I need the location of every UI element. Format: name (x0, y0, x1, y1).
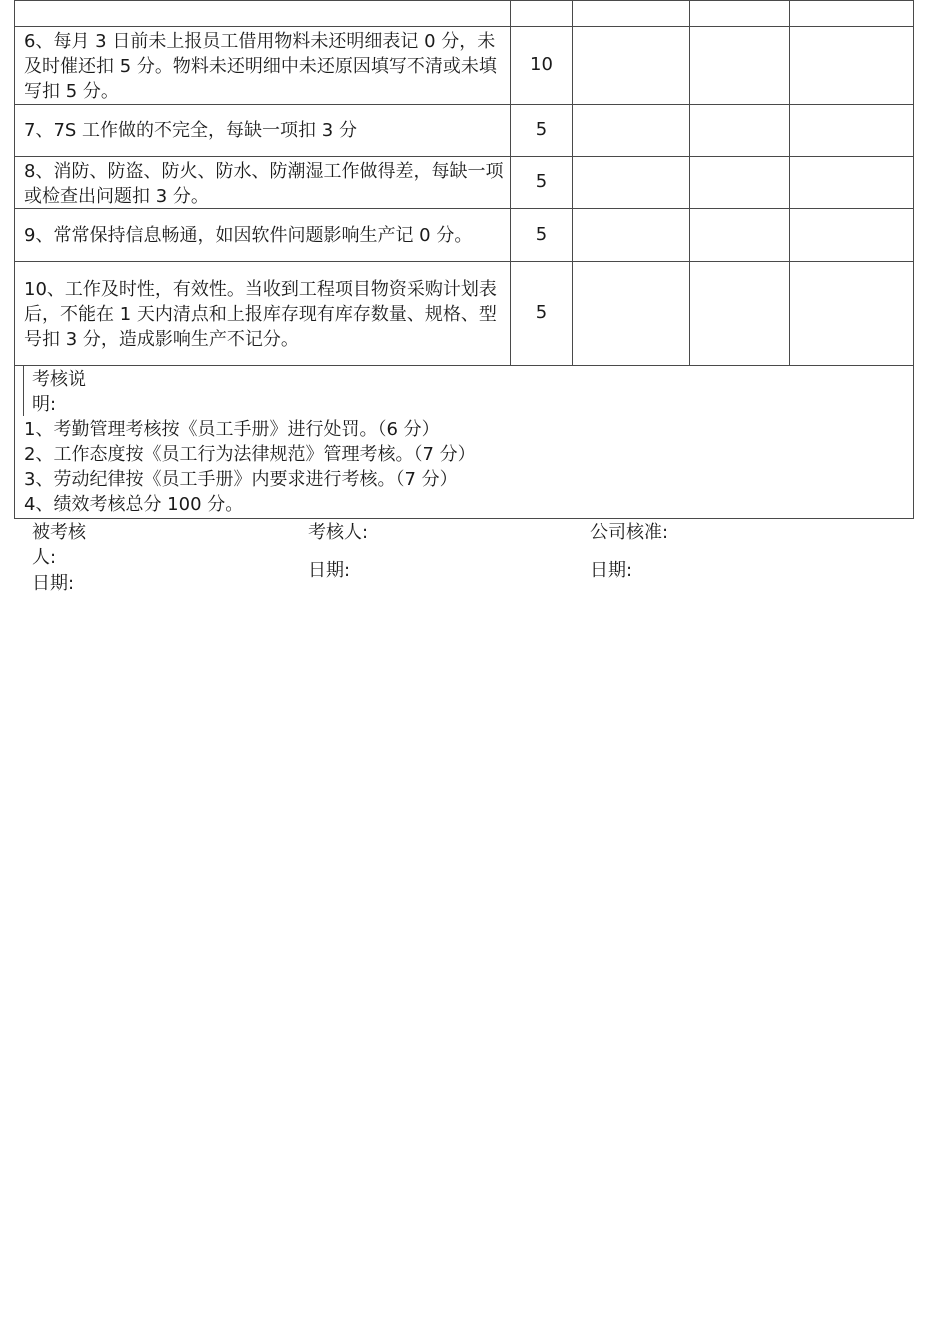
criteria-text: 7、7S 工作做的不完全，每缺一项扣 3 分 (24, 120, 357, 141)
note-item: 2、工作态度按《员工行为法律规范》管理考核。（7 分） (24, 444, 476, 465)
note-item: 1、考勤管理考核按《员工手册》进行处罚。（6 分） (24, 419, 440, 440)
table-rule (789, 0, 790, 366)
notes-title: 考核说 (32, 369, 86, 390)
approval-label: 公司核准: (590, 522, 669, 543)
criteria-text: 8、消防、防盗、防火、防水、防潮湿工作做得差，每缺一项或检查出问题扣 3 分。 (24, 161, 504, 207)
examiner-date-label: 日期: (308, 560, 351, 581)
table-rule (572, 0, 573, 366)
note-item: 3、劳动纪律按《员工手册》内要求进行考核。（7 分） (24, 469, 458, 490)
table-rule (14, 104, 914, 105)
table-rule (14, 261, 914, 262)
score-value: 5 (535, 119, 548, 140)
table-rule (14, 26, 914, 27)
score-value: 10 (530, 54, 553, 75)
table-rule (14, 156, 914, 157)
table-rule (14, 518, 914, 519)
table-rule (23, 366, 24, 416)
approval-date-label: 日期: (590, 560, 633, 581)
score-value: 5 (535, 302, 548, 323)
examiner-label: 考核人: (308, 522, 369, 543)
score-value: 5 (535, 224, 548, 245)
table-rule (14, 366, 15, 519)
table-rule (14, 0, 914, 1)
examinee-label: 人: (32, 547, 57, 568)
table-rule (689, 0, 690, 366)
table-rule (913, 0, 914, 519)
criteria-text: 6、每月 3 日前未上报员工借用物料未还明细表记 0 分，未及时催还扣 5 分。物料未还明细中未还原因填写不清或未填写扣 5 分。 (24, 31, 497, 102)
note-item: 4、绩效考核总分 100 分。 (24, 494, 244, 515)
criteria-text: 10、工作及时性，有效性。当收到工程项目物资采购计划表后，不能在 1 天内清点和上报库存现有库存数量、规格、型号扣 3 分，造成影响生产不记分。 (24, 279, 497, 350)
score-value: 5 (535, 171, 548, 192)
criteria-text: 9、常常保持信息畅通，如因软件问题影响生产记 0 分。 (24, 225, 473, 246)
notes-title: 明: (32, 394, 57, 415)
table-rule (14, 0, 15, 366)
table-rule (14, 365, 914, 366)
examinee-label: 被考核 (32, 522, 86, 543)
examinee-date-label: 日期: (32, 573, 75, 594)
